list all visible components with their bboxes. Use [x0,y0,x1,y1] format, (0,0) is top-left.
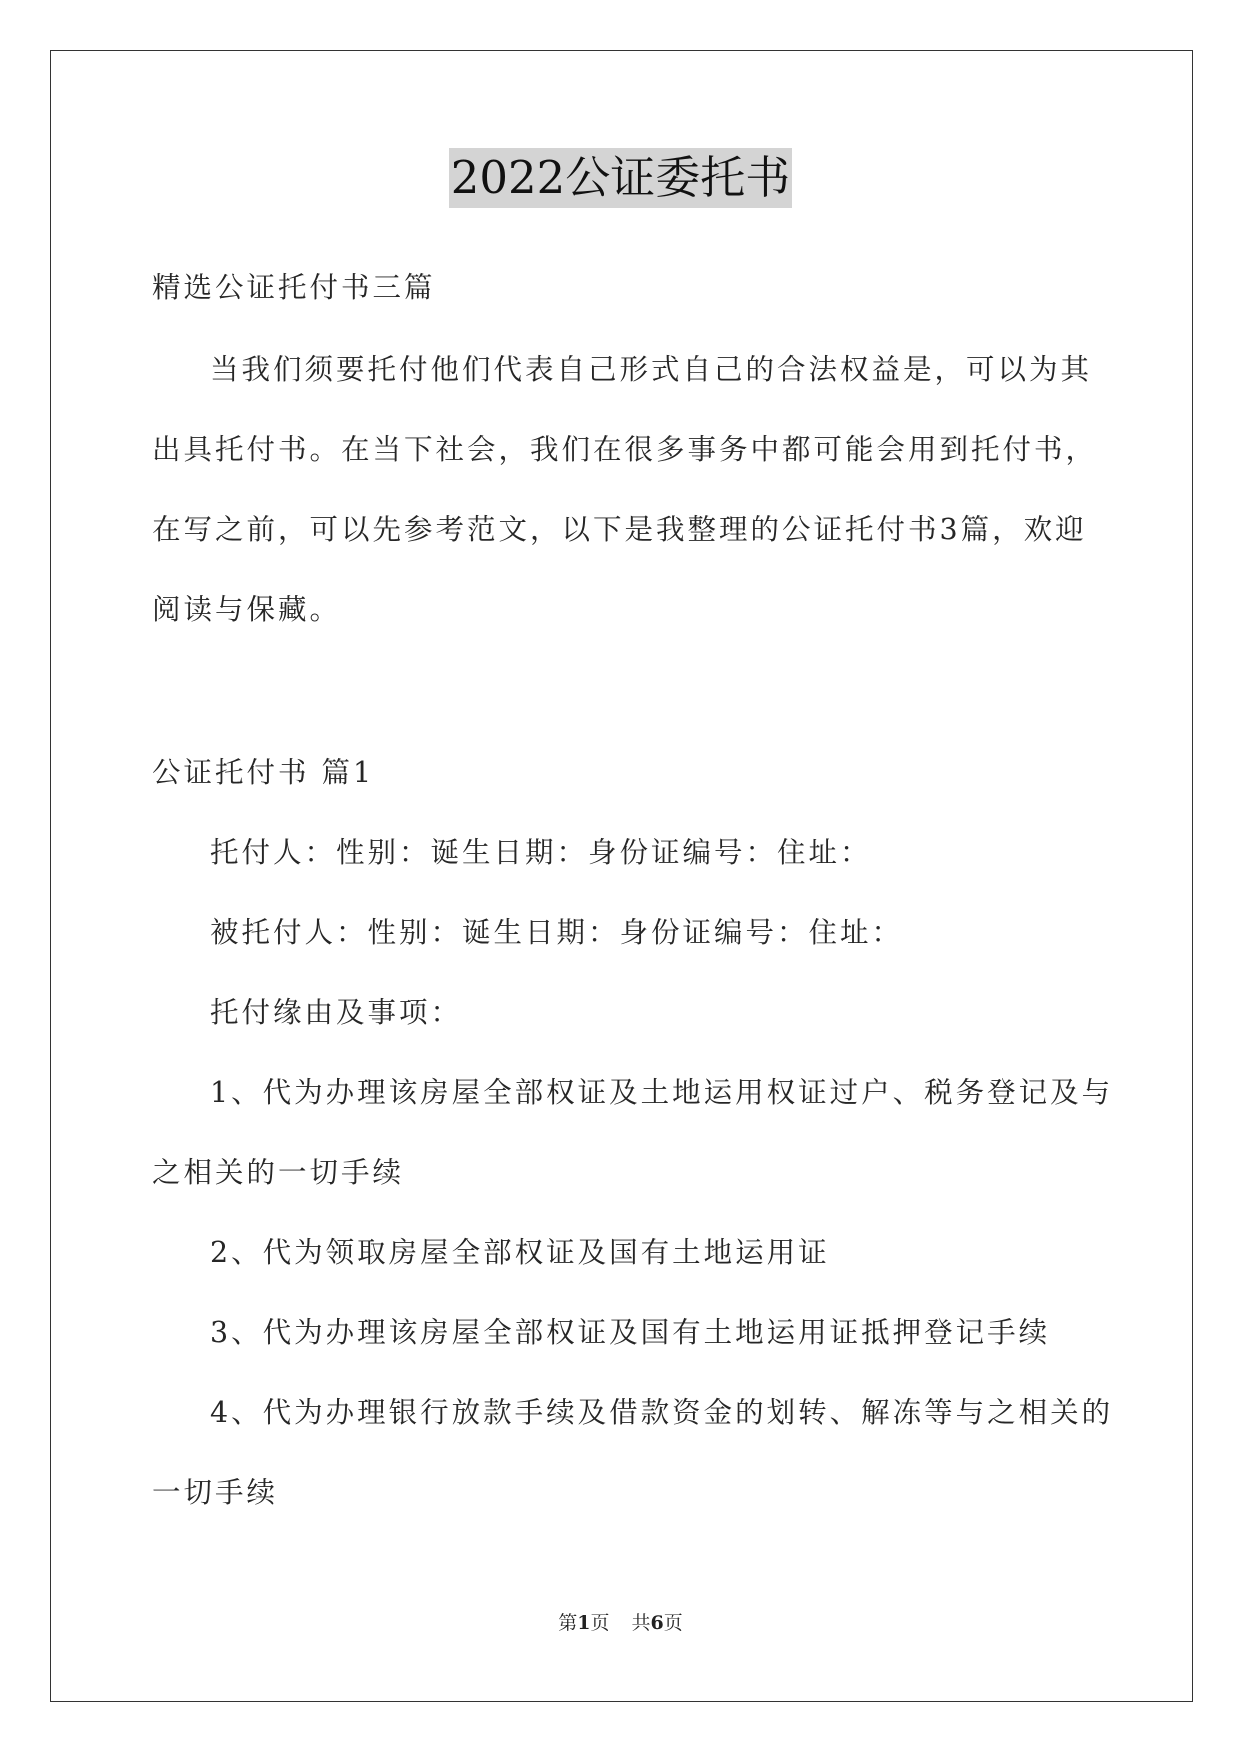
footer-page-mid: 页 [590,1612,610,1634]
body-line-agent: 被托付人：性别：诞生日期：身份证编号：住址： [210,916,904,949]
body-line-principal: 托付人：性别：诞生日期：身份证编号：住址： [210,836,872,869]
footer-page-prefix: 第 [558,1612,578,1634]
body-line-item-2: 2、代为领取房屋全部权证及国有土地运用证 [210,1236,830,1269]
footer-total-suffix: 页 [663,1612,683,1634]
title-container [0,148,1241,208]
intro-line-3: 在写之前，可以先参考范文，以下是我整理的公证托付书3篇，欢迎 [152,513,1087,546]
intro-line-1: 当我们须要托付他们代表自己形式自己的合法权益是，可以为其 [210,353,1093,386]
body-line-item-4: 4、代为办理银行放款手续及借款资金的划转、解冻等与之相关的 [210,1396,1114,1429]
document-title: 2022公证委托书 [449,148,793,208]
body-line-reason: 托付缘由及事项： [210,996,463,1029]
footer-total-prefix: 共 [631,1612,651,1634]
footer-page-total: 6 [650,1612,664,1634]
body-line-item-1: 1、代为办理该房屋全部权证及土地运用权证过户、税务登记及与 [210,1076,1114,1109]
intro-line-4: 阅读与保藏。 [152,593,342,626]
footer-page-current: 1 [577,1612,591,1634]
subtitle: 精选公证托付书三篇 [152,271,436,304]
body-line-item-1-cont: 之相关的一切手续 [152,1156,405,1189]
body-line-item-3: 3、代为办理该房屋全部权证及国有土地运用证抵押登记手续 [210,1316,1051,1349]
page-footer [0,1609,1241,1637]
section-heading: 公证托付书 篇1 [152,756,375,789]
body-line-item-4-cont: 一切手续 [152,1476,279,1509]
intro-line-2: 出具托付书。在当下社会，我们在很多事务中都可能会用到托付书， [152,433,1098,466]
